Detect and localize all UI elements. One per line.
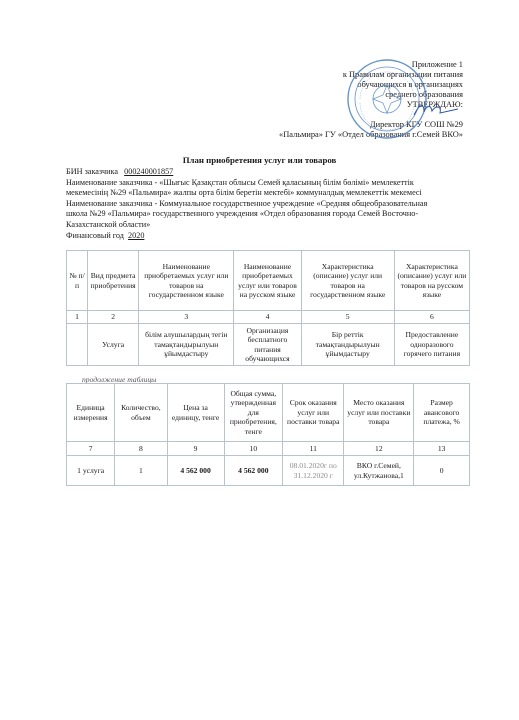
table-cell: Услуга [88,324,139,366]
table-cell: Бір реттік тамақтандырылуын ұйымдастыру [301,324,394,366]
table-header-cell: Характеристика (описание) услуг или товаров на русском языке [394,251,469,311]
fin-year-label: Финансовый год [66,230,124,240]
table-cell [67,324,88,366]
customer-line: Наименование заказчика - Коммунальное государственное учреждение «Средняя общеобразовательная [66,198,428,208]
page-title: План приобретения услуг или товаров [182,155,337,165]
table-cell: 0 [414,456,470,486]
table-header-cell: Характеристика (описание) услуг или товаров на государственном языке [301,251,394,311]
table-header-cell: Размер авансового платежа, % [414,384,470,442]
stamp-seal [346,58,428,140]
bin-line [66,167,471,178]
table-header-cell: Наименование приобретаемых услуг или товаров на русском языке [234,251,301,311]
table-header-cell: Вид предмета приобретения [88,251,139,311]
table-cell: ВКО г.Семей, ул.Кутжанова,1 [344,456,414,486]
director-position: Директор КГУ СОШ №29 [369,120,463,129]
continuation-note: продолжение таблицы [82,375,157,384]
bin-value: 000240001857 [124,167,174,176]
table-cell: 1 услуга [67,456,115,486]
table-row [67,456,470,486]
table-cell: 08.01.2020г по 31.12.2020 г [283,456,344,486]
signature [412,100,462,120]
appendix-line: обучающихся в организациях [357,80,463,89]
table-cell: 4 562 000 [167,456,224,486]
column-number: 13 [414,442,470,456]
customer-line: Наименование заказчика - «Шығыс Қазақстан облысы Семей қаласының білім бөлімі» мемлекеттік [66,177,414,187]
column-number: 4 [234,311,301,324]
table-header-row [67,251,470,311]
bin-label: БИН заказчика [66,167,118,176]
table-cell: Организация бесплатного питания обучающихся [234,324,301,366]
approve-label: УТВЕРЖДАЮ: [406,100,463,109]
table-header-cell: Количество, объем [115,384,167,442]
table-header-cell: Срок оказания услуг или поставки товара [283,384,344,442]
column-number: 12 [344,442,414,456]
column-number: 8 [115,442,167,456]
plan-table-part1 [66,250,470,366]
table-header-cell: № п/п [67,251,88,311]
customer-line: Казахстанской области» [66,219,151,229]
customer-info [66,167,471,241]
table-cell: 1 [115,456,167,486]
column-number: 7 [67,442,115,456]
table-header-cell: Наименование приобретаемых услуг или товаров на государственном языке [139,251,234,311]
table-header-cell: Общая сумма, утвержденная для приобретения, тенге [224,384,282,442]
table-row [67,324,470,366]
appendix-line: к Правилам организации питания [342,70,463,79]
organization-name: «Пальмира» ГУ «Отдел образования г.Семей ВКО» [279,130,463,139]
column-number: 10 [224,442,282,456]
table-header-cell: Цена за единицу, тенге [167,384,224,442]
column-number-row [67,311,470,324]
customer-line: школа №29 «Пальмира» государственного учреждения «Отдел образования города Семей Восточно- [66,209,419,219]
column-number: 11 [283,442,344,456]
column-number-row [67,442,470,456]
customer-line: мекемесінің №29 «Пальмира» жалпы орта білім беретін мектебі» коммуналдық мемлекеттік мекемесі [66,188,422,198]
column-number: 2 [88,311,139,324]
fin-year-line [66,231,471,242]
column-number: 5 [301,311,394,324]
table-header-cell: Место оказания услуг или поставки товара [344,384,414,442]
column-number: 1 [67,311,88,324]
table-cell: білім алушылардың тегін тамақтандырылуын ұйымдастыру [139,324,234,366]
fin-year-value: 2020 [128,230,145,240]
table-header-row [67,384,470,442]
appendix-line: Приложение 1 [411,60,463,69]
plan-table-part2 [66,383,470,486]
column-number: 6 [394,311,469,324]
column-number: 3 [139,311,234,324]
table-cell: 4 562 000 [224,456,282,486]
table-header-cell: Единица измерения [67,384,115,442]
appendix-line: среднего образования [385,90,463,99]
column-number: 9 [167,442,224,456]
table-cell: Предоставление одноразового горячего питания [394,324,469,366]
